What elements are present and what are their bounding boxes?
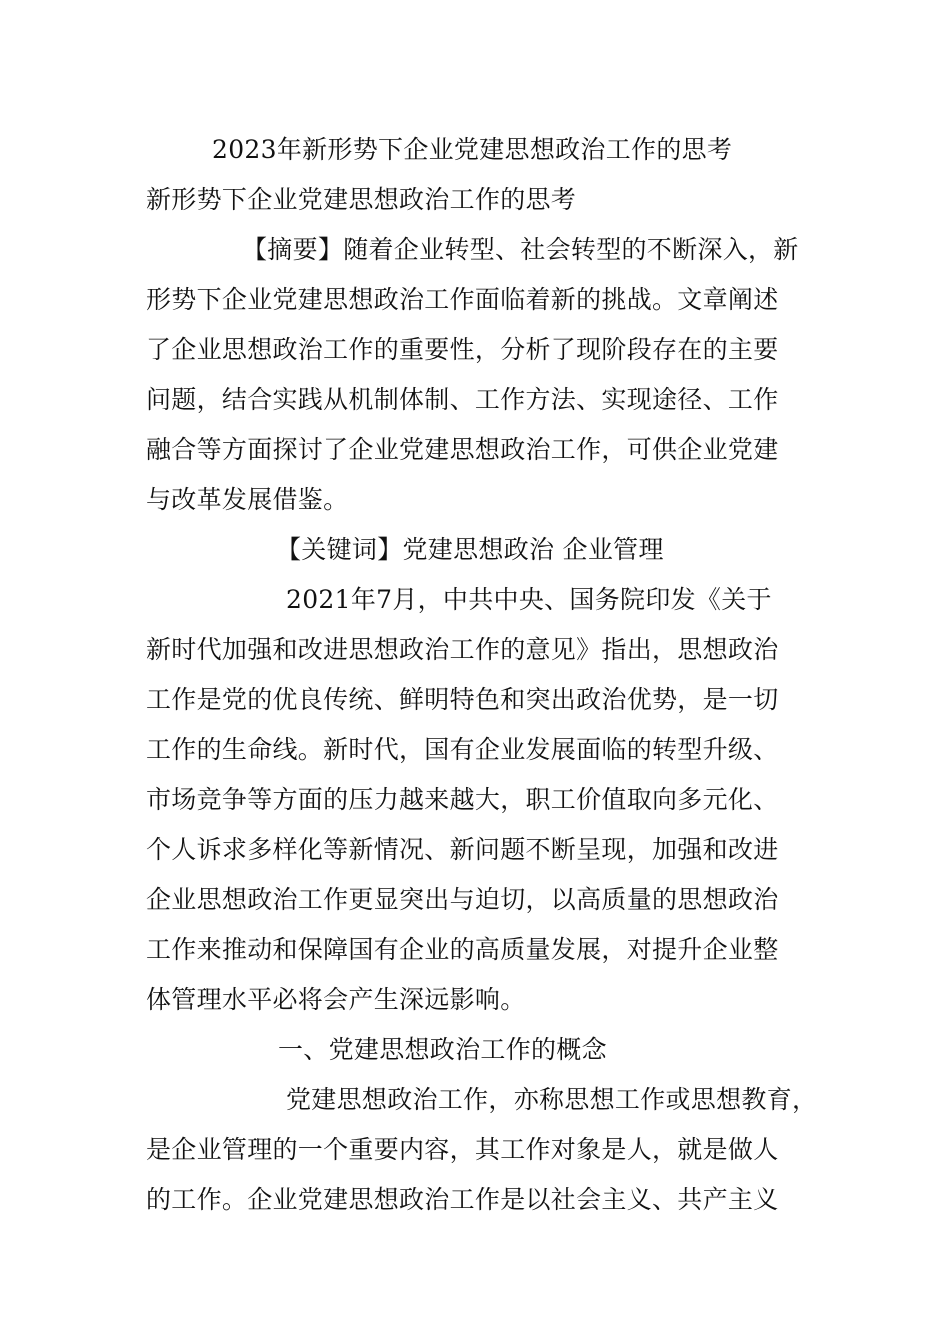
section-line: 是企业管理的一个重要内容，其工作对象是人，就是做人 <box>146 1135 779 1164</box>
section-heading: 一、党建思想政治工作的概念 <box>278 1035 607 1064</box>
intro-line: 工作的生命线。新时代，国有企业发展面临的转型升级、 <box>146 735 779 764</box>
intro-line: 新时代加强和改进思想政治工作的意见》指出，思想政治 <box>146 635 779 664</box>
intro-line: 市场竞争等方面的压力越来越大，职工价值取向多元化、 <box>146 785 779 814</box>
abstract-line: 形势下企业党建思想政治工作面临着新的挑战。文章阐述 <box>146 285 779 314</box>
intro-line: 体管理水平必将会产生深远影响。 <box>146 985 526 1014</box>
document-subtitle: 新形势下企业党建思想政治工作的思考 <box>146 185 577 214</box>
intro-line: 2021年7月，中共中央、国务院印发《关于 <box>286 585 772 614</box>
document-title: 2023年新形势下企业党建思想政治工作的思考 <box>212 135 733 164</box>
intro-line: 企业思想政治工作更显突出与迫切，以高质量的思想政治 <box>146 885 779 914</box>
abstract-line: 了企业思想政治工作的重要性，分析了现阶段存在的主要 <box>146 335 779 364</box>
abstract-line: 问题，结合实践从机制体制、工作方法、实现途径、工作 <box>146 385 779 414</box>
abstract-line: 【摘要】随着企业转型、社会转型的不断深入，新 <box>242 235 799 264</box>
intro-line: 个人诉求多样化等新情况、新问题不断呈现，加强和改进 <box>146 835 779 864</box>
intro-line: 工作是党的优良传统、鲜明特色和突出政治优势，是一切 <box>146 685 779 714</box>
intro-line: 工作来推动和保障国有企业的高质量发展，对提升企业整 <box>146 935 779 964</box>
section-line: 党建思想政治工作，亦称思想工作或思想教育， <box>286 1085 818 1114</box>
abstract-line: 融合等方面探讨了企业党建思想政治工作，可供企业党建 <box>146 435 779 464</box>
abstract-line: 与改革发展借鉴。 <box>146 485 349 514</box>
keywords: 【关键词】党建思想政治 企业管理 <box>276 535 664 564</box>
section-line: 的工作。企业党建思想政治工作是以社会主义、共产主义 <box>146 1185 779 1214</box>
